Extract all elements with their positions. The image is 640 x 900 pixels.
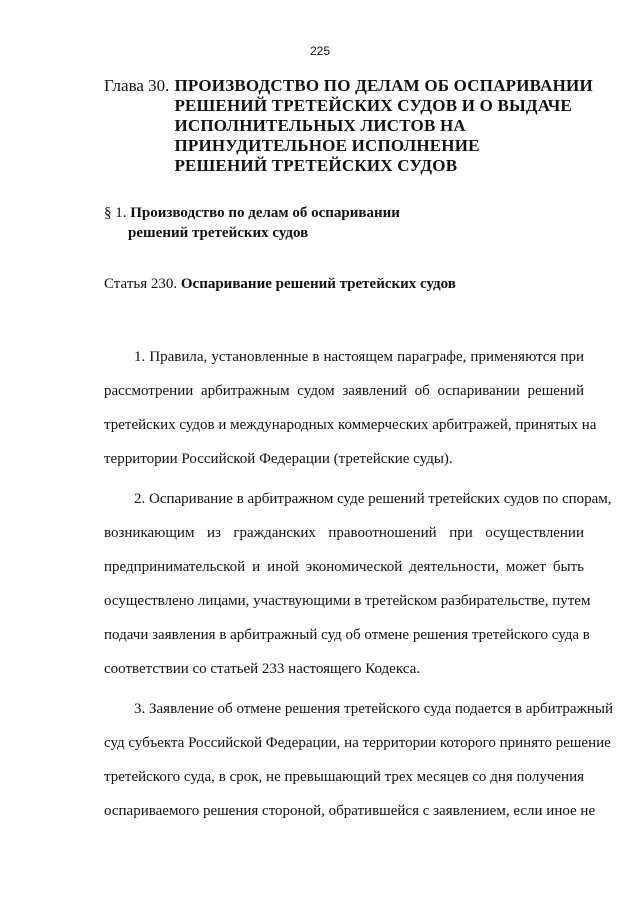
article-body [104,340,613,828]
chapter-title-line: РЕШЕНИЙ ТРЕТЕЙСКИХ СУДОВ И О ВЫДАЧЕ [174,96,572,115]
text-line: возникающим из гражданских правоотношений при осуществлении [104,525,584,541]
text-line: рассмотрении арбитражным судом заявлений об оспаривании решений [104,383,584,399]
chapter-title [174,76,592,176]
paragraph-1 [104,340,597,476]
section-label: § 1. [104,205,127,221]
chapter-label: Глава 30. [104,76,170,95]
text-line: 2. Оспаривание в арбитражном суде решений третейских судов по спорам, [134,491,612,507]
section-title-line1: Производство по делам об оспаривании [130,205,400,221]
section-heading [104,203,584,243]
text-line: территории Российской Федерации (третейские суды). [104,451,453,467]
chapter-title-line: ИСПОЛНИТЕЛЬНЫХ ЛИСТОВ НА [174,116,466,135]
text-line: третейских судов и международных коммерческих арбитражей, принятых на [104,417,597,433]
chapter-title-line: ПРОИЗВОДСТВО ПО ДЕЛАМ ОБ ОСПАРИВАНИИ [174,76,593,95]
article-heading [104,274,584,294]
article-label: Статья 230. [104,276,178,292]
text-line: предпринимательской и иной экономической деятельности, может быть [104,559,584,575]
text-line: оспариваемого решения стороной, обратившейся с заявлением, если иное не [104,803,596,819]
text-line: подачи заявления в арбитражный суд об отмене решения третейского суда в [104,627,590,643]
text-line: третейского суда, в срок, не превышающий трех месяцев со дня получения [104,769,584,785]
text-line: 3. Заявление об отмене решения третейского суда подается в арбитражный [134,701,613,717]
text-line: 1. Правила, установленные в настоящем параграфе, применяются при [134,349,584,365]
text-line: суд субъекта Российской Федерации, на территории которого принято решение [104,735,611,751]
chapter-title-line: РЕШЕНИЙ ТРЕТЕЙСКИХ СУДОВ [174,156,458,175]
paragraph-2 [104,482,612,686]
chapter-heading [104,76,604,176]
page-number: 225 [309,44,331,58]
text-line: соответствии со статьей 233 настоящего Кодекса. [104,661,420,677]
chapter-title-line: ПРИНУДИТЕЛЬНОЕ ИСПОЛНЕНИЕ [174,136,480,155]
paragraph-3 [104,692,613,828]
text-line: осуществлено лицами, участвующими в третейском разбирательстве, путем [104,593,591,609]
article-title: Оспаривание решений третейских судов [180,276,456,292]
section-title-line2: решений третейских судов [128,225,309,241]
